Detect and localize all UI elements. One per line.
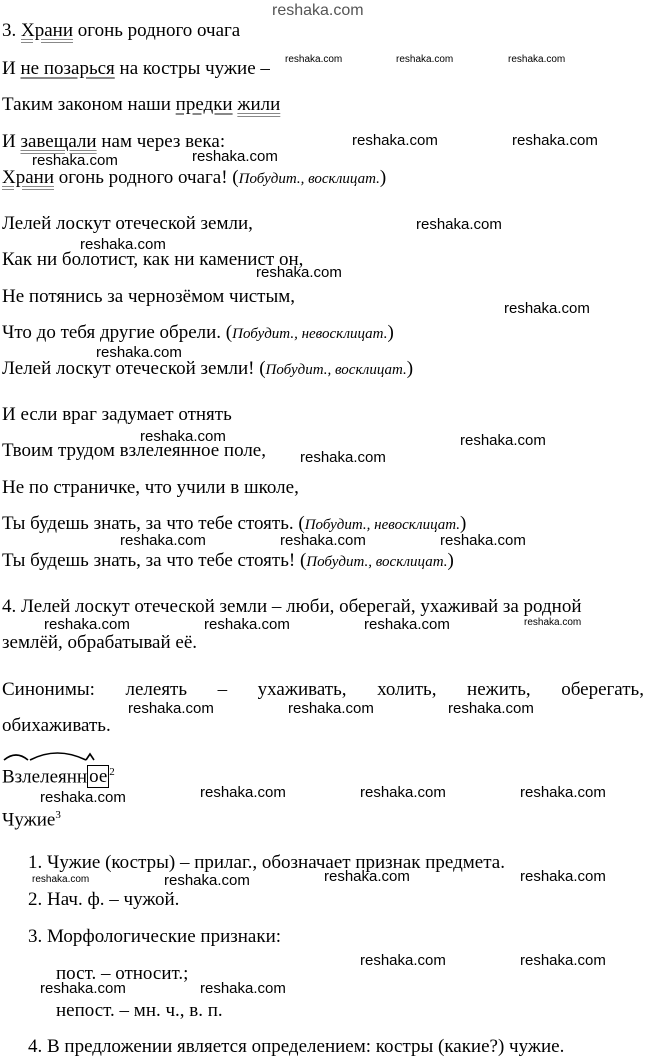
watermark: reshaka.com — [520, 868, 606, 885]
watermark: reshaka.com — [256, 264, 342, 281]
watermark: reshaka.com — [192, 148, 278, 165]
poem-line-10: Лелей лоскут отеческой земли! (Побудит., восклицат.) — [2, 358, 414, 379]
watermark: reshaka.com — [508, 54, 566, 65]
watermark: reshaka.com — [200, 784, 286, 801]
section4-line-2: землёй, обрабатывай её. — [2, 632, 198, 653]
poem-line-1: 3. Храни огонь родного очага — [2, 20, 241, 41]
watermark: reshaka.com — [352, 132, 438, 149]
list-item-2: 2. Нач. ф. – чужой. — [28, 889, 180, 910]
poem-line-6: Лелей лоскут отеческой земли, — [2, 213, 253, 234]
poem-line-3: Таким законом наши предки жили — [2, 94, 281, 115]
word-parse-2: Чужие$^3$ — [2, 809, 61, 831]
poem-line-13: Не по страничке, что учили в школе, — [2, 477, 299, 498]
watermark: reshaka.com — [300, 449, 386, 466]
poem-line-11: И если враг задумает отнять — [2, 404, 232, 425]
list-subitem-2: непост. – мн. ч., в. п. — [56, 1000, 223, 1021]
watermark: reshaka.com — [285, 54, 343, 65]
watermark: reshaka.com — [460, 432, 546, 449]
poem-line-8: Не потянись за чернозёмом чистым, — [2, 286, 296, 307]
watermark: reshaka.com — [40, 789, 126, 806]
watermark: reshaka.com — [200, 980, 286, 997]
watermark: reshaka.com — [140, 428, 226, 445]
list-item-3: 3. Морфологические признаки: — [28, 926, 282, 947]
watermark: reshaka.com — [504, 300, 590, 317]
watermark-top: reshaka.com — [272, 2, 364, 19]
section4-line-1: 4. Лелей лоскут отеческой земли – люби, оберегай, ухаживай за родной — [2, 596, 582, 617]
watermark: reshaka.com — [288, 700, 374, 717]
watermark: reshaka.com — [164, 872, 250, 889]
watermark: reshaka.com — [80, 236, 166, 253]
watermark: reshaka.com — [416, 216, 502, 233]
watermark: reshaka.com — [32, 152, 118, 169]
watermark: reshaka.com — [520, 784, 606, 801]
watermark: reshaka.com — [396, 54, 454, 65]
watermark: reshaka.com — [440, 532, 526, 549]
watermark: reshaka.com — [32, 874, 90, 885]
poem-line-9: Что до тебя другие обрели. (Побудит., невосклицат.) — [2, 322, 394, 343]
poem-line-12: Твоим трудом взлелеянное поле, — [2, 440, 266, 461]
synonyms-line-end: обихаживать. — [2, 715, 111, 736]
list-item-4: 4. В предложении является определением: костры (какие?) чужие. — [28, 1036, 565, 1057]
watermark: reshaka.com — [128, 700, 214, 717]
watermark: reshaka.com — [280, 532, 366, 549]
watermark: reshaka.com — [204, 616, 290, 633]
watermark: reshaka.com — [360, 952, 446, 969]
word-parse-1: Взлелеянн ое $^2$ — [2, 766, 115, 788]
watermark: reshaka.com — [120, 532, 206, 549]
poem-line-15: Ты будешь знать, за что тебе стоять! (Побудит., восклицат.) — [2, 550, 454, 571]
poem-line-4: И завещали нам через века: — [2, 131, 226, 152]
poem-line-2: И не позарься на костры чужие – — [2, 58, 270, 79]
watermark: reshaka.com — [40, 980, 126, 997]
watermark: reshaka.com — [448, 700, 534, 717]
list-item-1: 1. Чужие (костры) – прилаг., обозначает признак предмета. — [28, 852, 505, 873]
poem-line-7: Как ни болотист, как ни каменист он, — [2, 249, 304, 270]
watermark: reshaka.com — [44, 616, 130, 633]
watermark: reshaka.com — [520, 952, 606, 969]
watermark: reshaka.com — [364, 616, 450, 633]
watermark: reshaka.com — [360, 784, 446, 801]
watermark: reshaka.com — [512, 132, 598, 149]
watermark: reshaka.com — [324, 868, 410, 885]
poem-line-5: Храни огонь родного очага! (Побудит., восклицат.) — [2, 167, 387, 188]
poem-line-14: Ты будешь знать, за что тебе стоять. (Побудит., невосклицат.) — [2, 513, 467, 534]
watermark: reshaka.com — [96, 344, 182, 361]
synonyms-line: Синонимы: лелеять – ухаживать, холить, нежить, оберегать, — [2, 679, 644, 700]
ending-box: ое — [89, 766, 108, 788]
watermark: reshaka.com — [524, 617, 582, 628]
list-subitem-1: пост. – относит.; — [56, 963, 189, 984]
